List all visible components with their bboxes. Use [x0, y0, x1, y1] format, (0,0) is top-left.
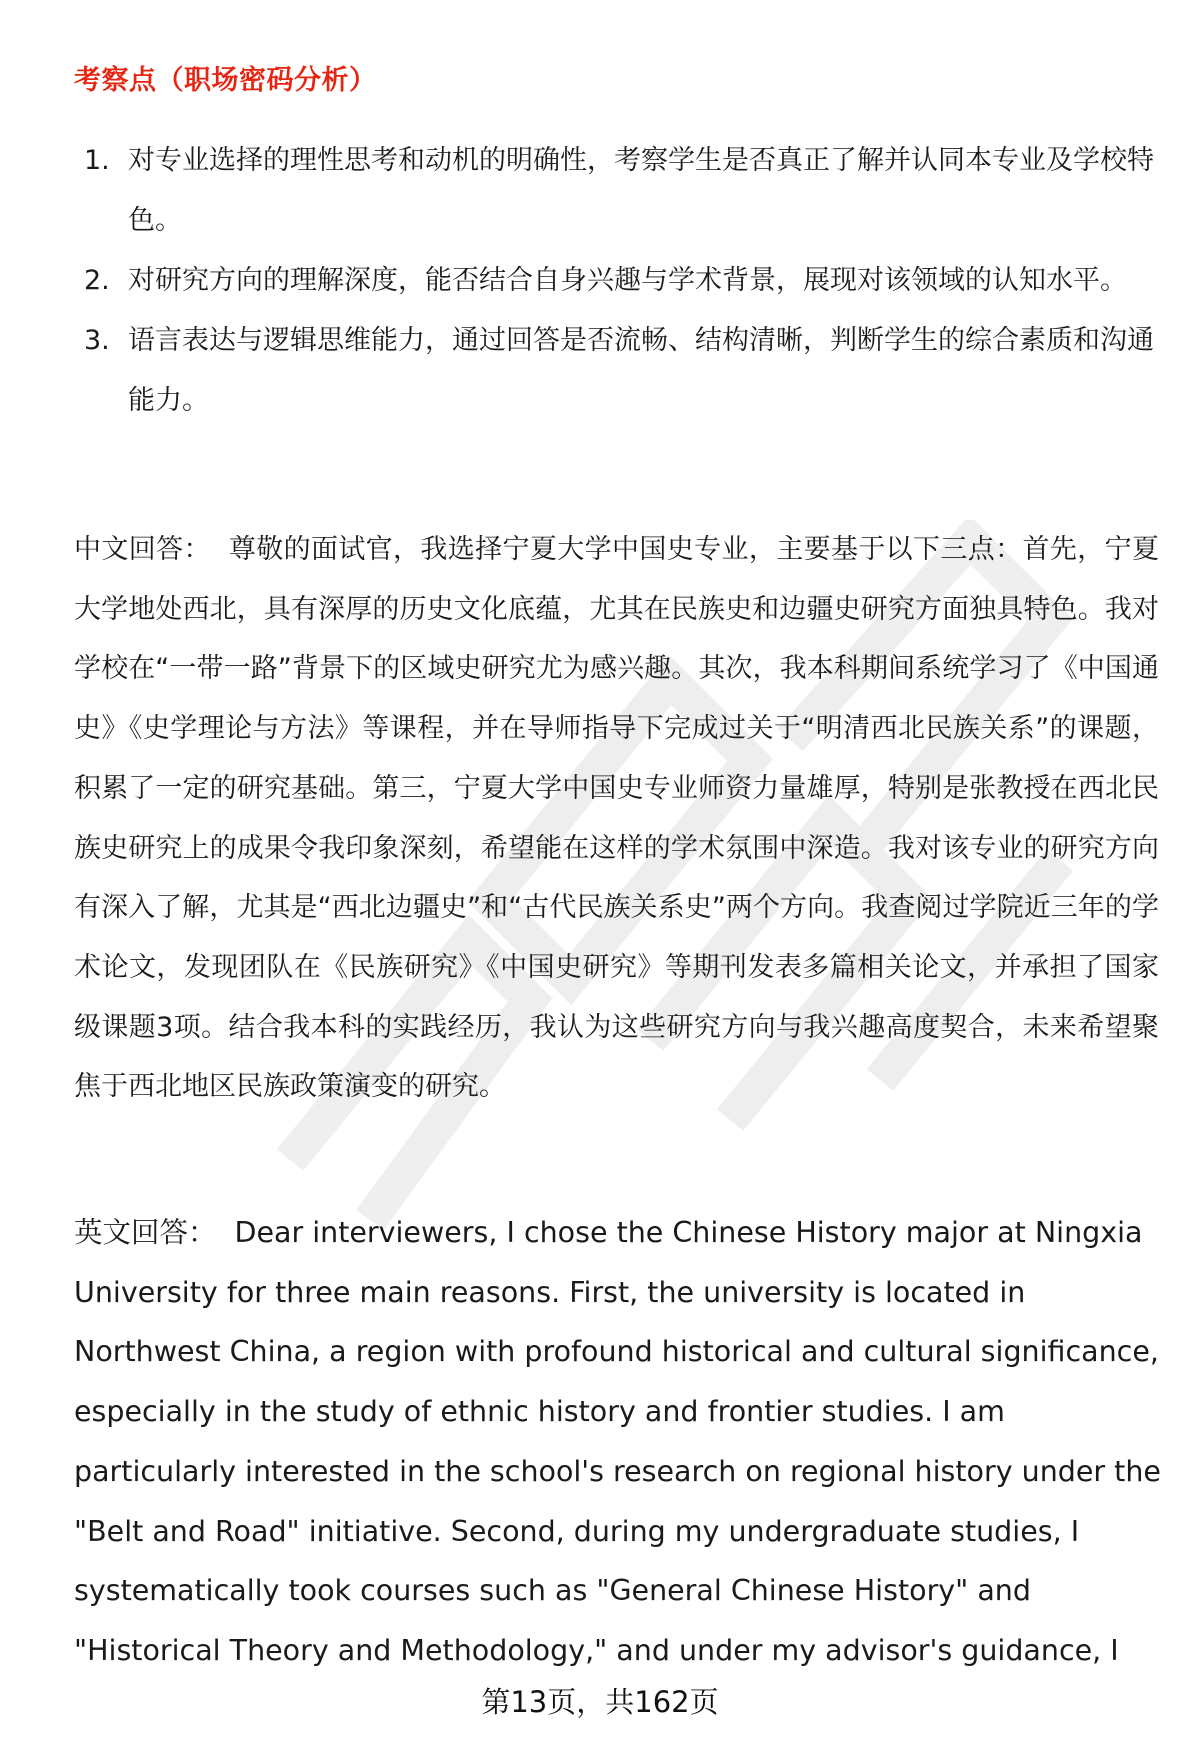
- english-answer-text: Dear interviewers, I chose the Chinese History major at Ningxia University for three main reasons. First, the university is located in Northwest China, a region with profound historical and cultural significance, especially in the study of ethnic history and frontier studies. I am particularly interested in the school's research on regional history under the "Belt and Road" initiative. Second, during my undergraduate studies, I systematically took courses such as "General Chinese History" and "Historical Theory and Methodology," and under my advisor's guidance, I: [74, 1216, 1161, 1667]
- list-item-text: 对专业选择的理性思考和动机的明确性，考察学生是否真正了解并认同本专业及学校特色。: [128, 145, 1154, 236]
- list-item: [74, 131, 1154, 251]
- english-answer-label: 英文回答：: [74, 1216, 217, 1249]
- chinese-answer-paragraph: [74, 520, 1159, 1117]
- chinese-answer-label: 中文回答：: [74, 534, 211, 565]
- list-item-text: 对研究方向的理解深度，能否结合自身兴趣与学术背景，展现对该领域的认知水平。: [128, 265, 1127, 296]
- list-item-number: 3.: [84, 325, 110, 356]
- list-item-text: 语言表达与逻辑思维能力，通过回答是否流畅、结构清晰，判断学生的综合素质和沟通能力。: [128, 325, 1154, 416]
- list-item-number: 1.: [84, 145, 110, 176]
- english-answer-paragraph: [74, 1203, 1164, 1681]
- page-number-footer: 第13页，共162页: [481, 1685, 719, 1719]
- chinese-answer-text: 尊敬的面试官，我选择宁夏大学中国史专业，主要基于以下三点：首先，宁夏大学地处西北，具有深厚的历史文化底蕴，尤其在民族史和边疆史研究方面独具特色。我对学校在“一带一路”背景下的区域史研究尤为感兴趣。其次，我本科期间系统学习了《中国通史》《史学理论与方法》等课程，并在导师指导下完成过关于“明清西北民族关系”的课题，积累了一定的研究基础。第三，宁夏大学中国史专业师资力量雄厚，特别是张教授在西北民族史研究上的成果令我印象深刻，希望能在这样的学术氛围中深造。我对该专业的研究方向有深入了解，尤其是“西北边疆史”和“古代民族关系史”两个方向。我查阅过学院近三年的学术论文，发现团队在《民族研究》《中国史研究》等期刊发表多篇相关论文，并承担了国家级课题3项。结合我本科的实践经历，我认为这些研究方向与我兴趣高度契合，未来希望聚焦于西北地区民族政策演变的研究。: [74, 534, 1160, 1103]
- list-item: [74, 251, 1154, 311]
- assessment-points-list: [74, 131, 1154, 431]
- list-item-number: 2.: [84, 265, 110, 296]
- section-title: 考察点（职场密码分析）: [74, 65, 377, 96]
- list-item: [74, 311, 1154, 431]
